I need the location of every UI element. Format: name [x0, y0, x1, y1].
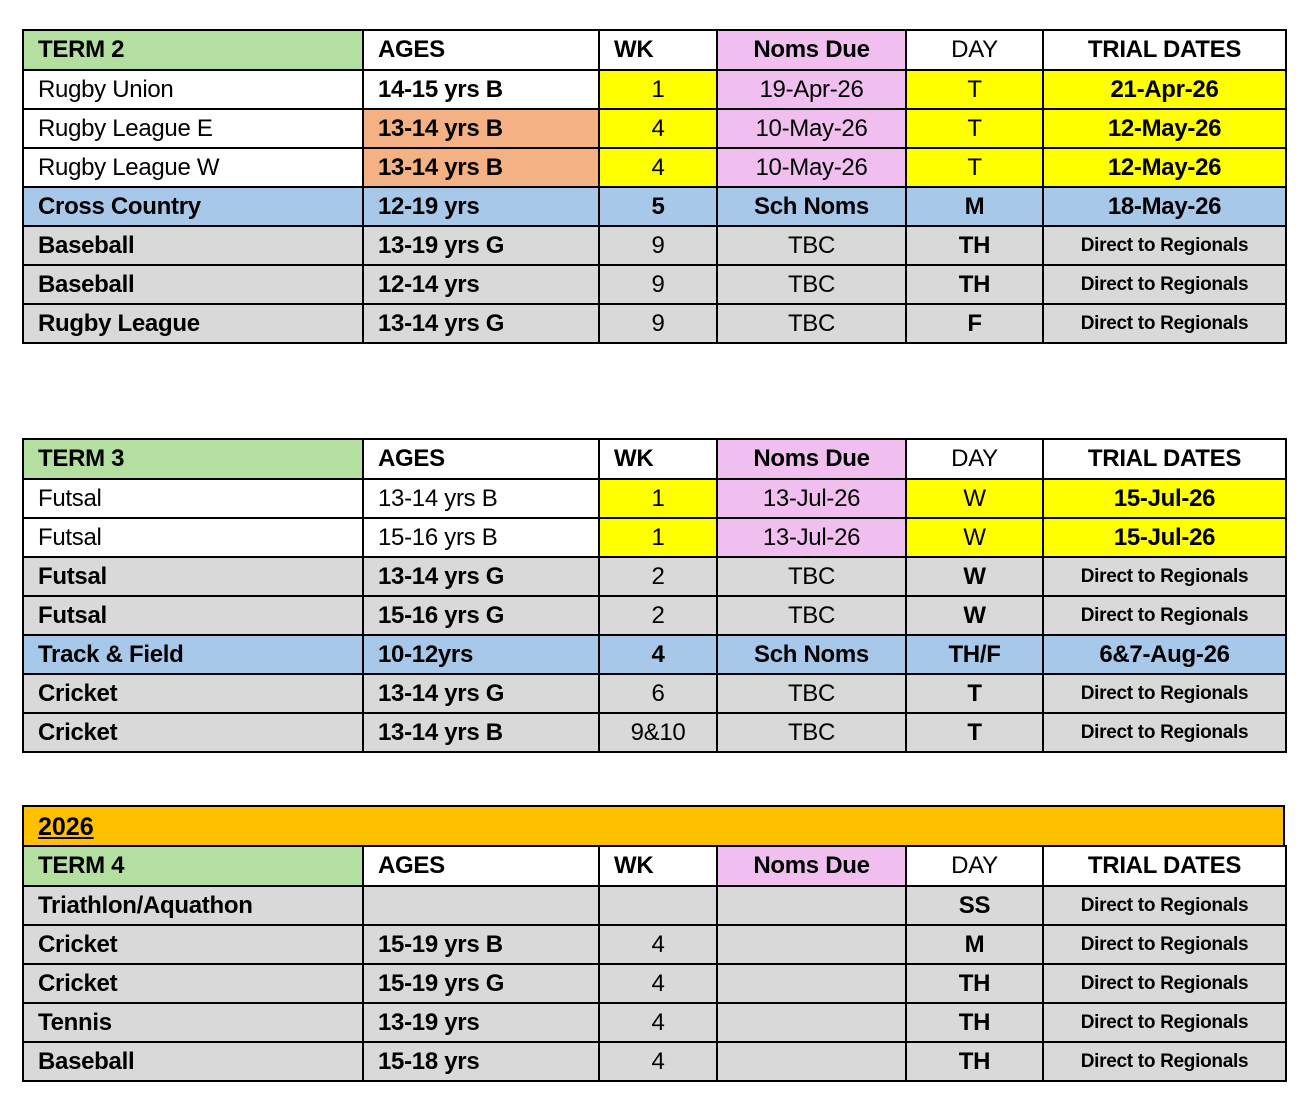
- ages-cell: [363, 886, 599, 925]
- term3-table: [22, 438, 1287, 753]
- wk-cell: 9: [599, 304, 717, 343]
- trial-cell: 12-May-26: [1043, 148, 1286, 187]
- table-row: [23, 518, 1286, 557]
- noms-cell: [717, 964, 906, 1003]
- trial-cell: 18-May-26: [1043, 187, 1286, 226]
- table-row: [23, 557, 1286, 596]
- ages-cell: 13-19 yrs G: [363, 226, 599, 265]
- year-banner: [22, 805, 1285, 845]
- sport-cell: Cricket: [23, 674, 363, 713]
- term2-table: [22, 29, 1287, 344]
- ages-cell: 12-14 yrs: [363, 265, 599, 304]
- trial-cell: 12-May-26: [1043, 109, 1286, 148]
- col-trial-header: TRIAL DATES: [1043, 439, 1286, 479]
- col-trial-header: TRIAL DATES: [1043, 30, 1286, 70]
- sport-cell: Baseball: [23, 1042, 363, 1081]
- noms-cell: TBC: [717, 596, 906, 635]
- day-cell: W: [906, 596, 1043, 635]
- day-cell: W: [906, 479, 1043, 518]
- ages-cell: 15-16 yrs B: [363, 518, 599, 557]
- wk-cell: 1: [599, 70, 717, 109]
- noms-cell: Sch Noms: [717, 187, 906, 226]
- trial-cell: Direct to Regionals: [1043, 304, 1286, 343]
- ages-cell: 13-19 yrs: [363, 1003, 599, 1042]
- col-ages-header: AGES: [363, 439, 599, 479]
- day-cell: TH: [906, 226, 1043, 265]
- noms-cell: [717, 1003, 906, 1042]
- day-cell: TH: [906, 1042, 1043, 1081]
- noms-cell: TBC: [717, 713, 906, 752]
- term2-title: TERM 2: [23, 30, 363, 70]
- col-ages-header: AGES: [363, 30, 599, 70]
- trial-cell: Direct to Regionals: [1043, 265, 1286, 304]
- trial-cell: 15-Jul-26: [1043, 479, 1286, 518]
- day-cell: T: [906, 109, 1043, 148]
- sport-cell: Futsal: [23, 518, 363, 557]
- day-cell: F: [906, 304, 1043, 343]
- term4-table: [22, 845, 1287, 1082]
- ages-cell: 13-14 yrs G: [363, 557, 599, 596]
- day-cell: M: [906, 187, 1043, 226]
- noms-cell: Sch Noms: [717, 635, 906, 674]
- wk-cell: 4: [599, 1003, 717, 1042]
- table-row: [23, 1003, 1286, 1042]
- wk-cell: 5: [599, 187, 717, 226]
- noms-cell: 13-Jul-26: [717, 479, 906, 518]
- term4-header-row: [23, 846, 1286, 886]
- sport-cell: Triathlon/Aquathon: [23, 886, 363, 925]
- wk-cell: 4: [599, 925, 717, 964]
- sport-cell: Rugby League: [23, 304, 363, 343]
- sport-cell: Cricket: [23, 925, 363, 964]
- sport-cell: Futsal: [23, 596, 363, 635]
- table-row: [23, 109, 1286, 148]
- wk-cell: 2: [599, 596, 717, 635]
- trial-cell: Direct to Regionals: [1043, 596, 1286, 635]
- table-row: [23, 674, 1286, 713]
- wk-cell: 4: [599, 1042, 717, 1081]
- day-cell: TH/F: [906, 635, 1043, 674]
- sport-cell: Cricket: [23, 713, 363, 752]
- trial-cell: Direct to Regionals: [1043, 1003, 1286, 1042]
- wk-cell: [599, 886, 717, 925]
- trial-cell: 15-Jul-26: [1043, 518, 1286, 557]
- col-noms-header: Noms Due: [717, 30, 906, 70]
- table-row: [23, 187, 1286, 226]
- noms-cell: 10-May-26: [717, 109, 906, 148]
- day-cell: TH: [906, 964, 1043, 1003]
- noms-cell: 13-Jul-26: [717, 518, 906, 557]
- trial-cell: Direct to Regionals: [1043, 886, 1286, 925]
- ages-cell: 15-19 yrs G: [363, 964, 599, 1003]
- table-row: [23, 925, 1286, 964]
- wk-cell: 6: [599, 674, 717, 713]
- ages-cell: 15-18 yrs: [363, 1042, 599, 1081]
- noms-cell: [717, 886, 906, 925]
- noms-cell: TBC: [717, 304, 906, 343]
- col-wk-header: WK: [599, 30, 717, 70]
- term4-title: TERM 4: [23, 846, 363, 886]
- wk-cell: 4: [599, 148, 717, 187]
- table-row: [23, 226, 1286, 265]
- sport-cell: Cross Country: [23, 187, 363, 226]
- day-cell: TH: [906, 1003, 1043, 1042]
- trial-cell: Direct to Regionals: [1043, 674, 1286, 713]
- wk-cell: 4: [599, 964, 717, 1003]
- noms-cell: [717, 1042, 906, 1081]
- noms-cell: [717, 925, 906, 964]
- day-cell: W: [906, 557, 1043, 596]
- sport-cell: Tennis: [23, 1003, 363, 1042]
- day-cell: TH: [906, 265, 1043, 304]
- col-ages-header: AGES: [363, 846, 599, 886]
- day-cell: T: [906, 674, 1043, 713]
- wk-cell: 2: [599, 557, 717, 596]
- sport-cell: Futsal: [23, 479, 363, 518]
- wk-cell: 1: [599, 518, 717, 557]
- table-row: [23, 304, 1286, 343]
- wk-cell: 4: [599, 635, 717, 674]
- ages-cell: 13-14 yrs B: [363, 479, 599, 518]
- col-trial-header: TRIAL DATES: [1043, 846, 1286, 886]
- ages-cell: 14-15 yrs B: [363, 70, 599, 109]
- table-row: [23, 713, 1286, 752]
- sport-cell: Baseball: [23, 226, 363, 265]
- ages-cell: 15-19 yrs B: [363, 925, 599, 964]
- ages-cell: 15-16 yrs G: [363, 596, 599, 635]
- table-row: [23, 886, 1286, 925]
- day-cell: T: [906, 148, 1043, 187]
- trial-cell: Direct to Regionals: [1043, 964, 1286, 1003]
- sport-cell: Rugby League E: [23, 109, 363, 148]
- col-wk-header: WK: [599, 439, 717, 479]
- table-row: [23, 596, 1286, 635]
- wk-cell: 9: [599, 226, 717, 265]
- day-cell: W: [906, 518, 1043, 557]
- trial-cell: Direct to Regionals: [1043, 226, 1286, 265]
- sport-cell: Rugby League W: [23, 148, 363, 187]
- col-day-header: DAY: [906, 439, 1043, 479]
- trial-cell: 21-Apr-26: [1043, 70, 1286, 109]
- table-row: [23, 1042, 1286, 1081]
- table-row: [23, 148, 1286, 187]
- table-row: [23, 70, 1286, 109]
- ages-cell: 10-12yrs: [363, 635, 599, 674]
- col-noms-header: Noms Due: [717, 846, 906, 886]
- ages-cell: 13-14 yrs G: [363, 304, 599, 343]
- ages-cell: 13-14 yrs B: [363, 109, 599, 148]
- wk-cell: 1: [599, 479, 717, 518]
- table-row: [23, 964, 1286, 1003]
- sport-cell: Track & Field: [23, 635, 363, 674]
- day-cell: SS: [906, 886, 1043, 925]
- ages-cell: 13-14 yrs B: [363, 148, 599, 187]
- sport-cell: Baseball: [23, 265, 363, 304]
- sport-cell: Futsal: [23, 557, 363, 596]
- noms-cell: TBC: [717, 226, 906, 265]
- sport-cell: Rugby Union: [23, 70, 363, 109]
- table-row: [23, 265, 1286, 304]
- day-cell: M: [906, 925, 1043, 964]
- sport-cell: Cricket: [23, 964, 363, 1003]
- term3-title: TERM 3: [23, 439, 363, 479]
- noms-cell: TBC: [717, 557, 906, 596]
- noms-cell: TBC: [717, 265, 906, 304]
- day-cell: T: [906, 713, 1043, 752]
- noms-cell: 19-Apr-26: [717, 70, 906, 109]
- noms-cell: TBC: [717, 674, 906, 713]
- table-row: [23, 479, 1286, 518]
- ages-cell: 13-14 yrs G: [363, 674, 599, 713]
- ages-cell: 12-19 yrs: [363, 187, 599, 226]
- term2-header-row: [23, 30, 1286, 70]
- trial-cell: Direct to Regionals: [1043, 557, 1286, 596]
- col-day-header: DAY: [906, 846, 1043, 886]
- term3-header-row: [23, 439, 1286, 479]
- trial-cell: Direct to Regionals: [1043, 1042, 1286, 1081]
- wk-cell: 9&10: [599, 713, 717, 752]
- col-wk-header: WK: [599, 846, 717, 886]
- trial-cell: Direct to Regionals: [1043, 925, 1286, 964]
- wk-cell: 9: [599, 265, 717, 304]
- noms-cell: 10-May-26: [717, 148, 906, 187]
- col-noms-header: Noms Due: [717, 439, 906, 479]
- table-row: [23, 635, 1286, 674]
- ages-cell: 13-14 yrs B: [363, 713, 599, 752]
- trial-cell: Direct to Regionals: [1043, 713, 1286, 752]
- wk-cell: 4: [599, 109, 717, 148]
- trial-cell: 6&7-Aug-26: [1043, 635, 1286, 674]
- day-cell: T: [906, 70, 1043, 109]
- col-day-header: DAY: [906, 30, 1043, 70]
- year-label: 2026: [38, 813, 94, 841]
